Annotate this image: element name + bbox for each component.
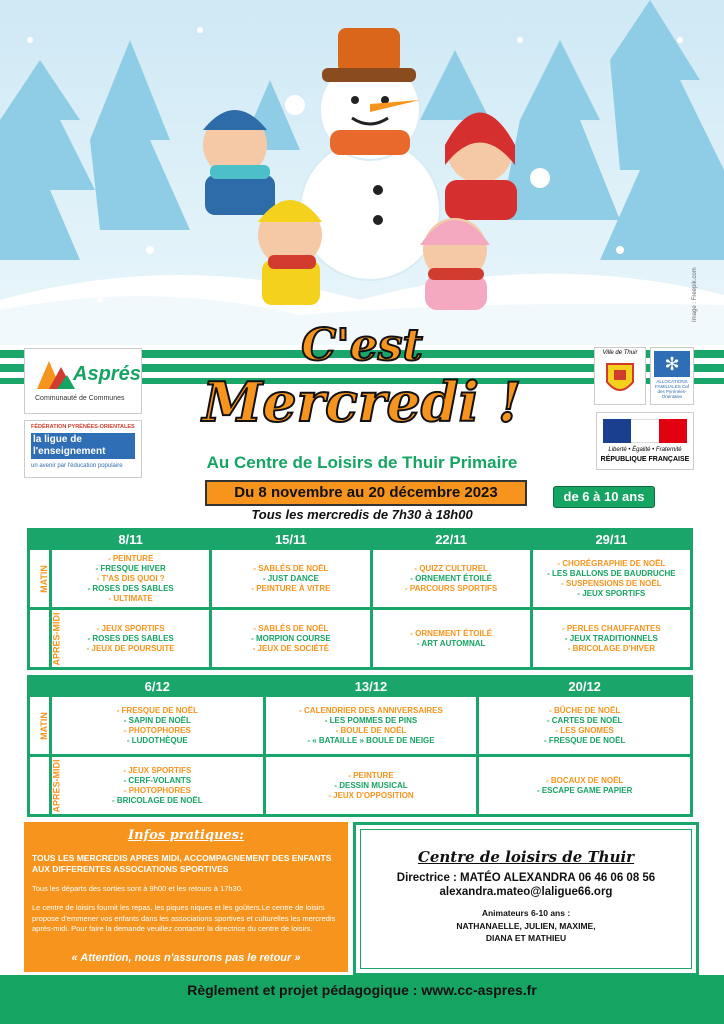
- animators-names: NATHANAELLE, JULIEN, MAXIME, DIANA ET MATHIEU: [456, 921, 596, 943]
- infos-pratiques-panel: [24, 822, 348, 972]
- activity-item: - JEUX SPORTIFS: [577, 588, 646, 598]
- day-header: 15/11: [211, 530, 371, 549]
- header-corner: [29, 677, 51, 696]
- activity-item: - MORPION COURSE: [251, 633, 331, 643]
- activity-item: - ART AUTOMNAL: [416, 638, 486, 648]
- activity-item: - CARTES DE NOËL: [546, 715, 623, 725]
- activity-item: - PEINTURE À VITRE: [251, 583, 331, 593]
- schedule-header-row: [29, 677, 692, 696]
- activity-cell: [51, 609, 211, 669]
- infos-warning: « Attention, nous n'assurons pas le retour »: [71, 952, 301, 964]
- activity-item: - ROSES DES SABLES: [87, 633, 174, 643]
- activity-cell: [371, 609, 531, 669]
- activity-item: - PARCOURS SPORTIFS: [404, 583, 498, 593]
- activity-item: - PHOTOPHORES: [123, 785, 191, 795]
- period-label: [29, 609, 62, 669]
- image-credit: Image : Freepik.com: [692, 267, 698, 322]
- activity-item: - « BATAILLE » BOULE DE NEIGE: [307, 735, 435, 745]
- activity-item: - DESSIN MUSICAL: [334, 780, 408, 790]
- activity-item: - CALENDRIER DES ANNIVERSAIRES: [299, 705, 443, 715]
- opening-hours: Tous les mercredis de 7h30 à 18h00: [251, 507, 473, 522]
- activity-cell: [51, 549, 211, 609]
- activity-item: - JEUX TRADITIONNELS: [564, 633, 658, 643]
- activity-item: - SUSPENSIONS DE NOËL: [561, 578, 662, 588]
- activity-item: - FRESQUE DE NOËL: [116, 705, 198, 715]
- infos-paragraph-departures: Tous les départs des sorties sont à 9h00 et les retours à 17h30.: [32, 884, 243, 893]
- title-mercredi: Mercredi !: [202, 370, 522, 434]
- activity-item: - JUST DANCE: [262, 573, 319, 583]
- activity-item: - ESCAPE GAME PAPIER: [536, 785, 633, 795]
- footer-bar: [0, 975, 724, 1024]
- activity-item: - LES BALLONS DE BAUDRUCHE: [547, 568, 676, 578]
- activity-item: - SABLÉS DE NOËL: [253, 563, 329, 573]
- activity-item: - LUDOTHÈQUE: [126, 735, 188, 745]
- infos-title: Infos pratiques:: [128, 828, 244, 843]
- day-header: 6/12: [51, 677, 265, 696]
- animators-title: Animateurs 6-10 ans :: [481, 908, 571, 918]
- contact-director: Directrice : MATÉO ALEXANDRA 06 46 06 08 56: [396, 872, 656, 884]
- schedule-header-row: [29, 530, 692, 549]
- caf-snowflake-icon: ✻: [654, 351, 690, 377]
- activity-item: - BOULE DE NOËL: [335, 725, 407, 735]
- activity-item: - LES GNOMES: [555, 725, 614, 735]
- activity-item: - BOCAUX DE NOËL: [545, 775, 624, 785]
- activity-item: - SABLÉS DE NOËL: [253, 623, 329, 633]
- activity-cell: [531, 549, 691, 609]
- age-badge: de 6 à 10 ans: [553, 486, 655, 508]
- activity-item: - PEINTURE: [348, 770, 394, 780]
- footer-link[interactable]: Règlement et projet pédagogique : www.cc-aspres.fr: [187, 982, 537, 998]
- activity-cell: [211, 549, 371, 609]
- schedule-row-apres-midi: [29, 756, 692, 816]
- activity-item: - JEUX SPORTIFS: [123, 765, 192, 775]
- activity-item: - ORNEMENT ÉTOILÉ: [410, 573, 492, 583]
- activity-cell: [264, 696, 478, 756]
- day-header: 20/12: [478, 677, 692, 696]
- activity-item: - LES POMMES DE PINS: [324, 715, 418, 725]
- activity-item: - BRICOLAGE D'HIVER: [567, 643, 655, 653]
- activity-item: - SAPIN DE NOËL: [123, 715, 191, 725]
- activity-item: - FRESQUE DE NOËL: [543, 735, 626, 745]
- day-header: 8/11: [51, 530, 211, 549]
- thuir-name: Ville de Thuir: [602, 350, 638, 356]
- activity-item: - ORNEMENT ÉTOILÉ: [410, 628, 492, 638]
- schedule-row-apres-midi: [29, 609, 692, 669]
- activity-cell: [478, 756, 692, 816]
- activity-item: - JEUX DE POURSUITE: [86, 643, 175, 653]
- activity-item: - FRESQUE HIVER: [95, 563, 166, 573]
- title-cest: C'est: [301, 320, 423, 371]
- caf-text: ALLOCATIONS FAMILIALES Caf des Pyrénées-Orientales: [654, 379, 689, 399]
- header-corner: [29, 530, 51, 549]
- activity-cell: [51, 756, 265, 816]
- aspres-tag: Communauté de Communes: [35, 395, 125, 402]
- infos-paragraph-meals: Le centre de loisirs fournit les repas, les piques niques et les goûters.Le centre de loisirs propose d'emmener vos enfants dans les associations sportives et culturelles les mercredis après-midi. Pour faire la demande veuillez contacter la directrice du centre de loisirs.: [32, 903, 336, 933]
- activity-cell: [211, 609, 371, 669]
- activity-item: - JEUX D'OPPOSITION: [328, 790, 414, 800]
- period-label-text: APRÈS-MIDI: [51, 611, 62, 666]
- activity-cell: [371, 549, 531, 609]
- activity-item: - PEINTURE: [107, 553, 154, 563]
- winter-illustration: [0, 0, 724, 345]
- subtitle: Au Centre de Loisirs de Thuir Primaire: [206, 453, 518, 472]
- activity-item: - ROSES DES SABLES: [87, 583, 174, 593]
- activity-cell: [51, 696, 265, 756]
- period-label: [29, 756, 62, 816]
- day-header: 22/11: [371, 530, 531, 549]
- day-header: 29/11: [531, 530, 691, 549]
- activity-item: - BÛCHE DE NOËL: [549, 705, 621, 715]
- schedule-table-december: [27, 675, 693, 817]
- activity-item: - JEUX DE SOCIÉTÉ: [252, 643, 330, 653]
- schedule-row-matin: [29, 549, 692, 609]
- period-label: [29, 696, 51, 756]
- date-range-banner: Du 8 novembre au 20 décembre 2023: [205, 480, 527, 506]
- ligue-federation: FÉDÉRATION PYRÉNÉES-ORIENTALES: [31, 424, 135, 430]
- period-label: [29, 549, 51, 609]
- activity-item: - ULTIMATE: [108, 593, 153, 603]
- ligue-tagline: un avenir par l'éducation populaire: [31, 463, 123, 469]
- schedule-table-november: [27, 528, 693, 670]
- aspres-name: Asprés: [73, 363, 141, 385]
- contact-title: Centre de loisirs de Thuir: [417, 848, 635, 866]
- contact-panel: [353, 822, 699, 976]
- snowman-children-illustration: [0, 0, 724, 345]
- day-header: 13/12: [264, 677, 478, 696]
- activity-item: - CHORÉGRAPHIE DE NOËL: [557, 558, 666, 568]
- infos-paragraph-associations: TOUS LES MERCREDIS APRES MIDI, ACCOMPAGNEMENT DES ENFANTS AUX DIFFERENTES ASSOCIATIONS SPORTIVES: [32, 853, 332, 874]
- period-label-text: MATIN: [38, 564, 49, 593]
- schedule-row-matin: [29, 696, 692, 756]
- activity-item: - QUIZZ CULTUREL: [414, 563, 488, 573]
- period-label-text: MATIN: [38, 711, 49, 740]
- activity-item: - JEUX SPORTIFS: [96, 623, 165, 633]
- ligue-name: la ligue de l'enseignement: [31, 433, 135, 459]
- activity-item: - T'AS DIS QUOI ?: [96, 573, 165, 583]
- rf-name: RÉPUBLIQUE FRANÇAISE: [600, 456, 690, 463]
- activity-item: - BRICOLAGE DE NOËL: [111, 795, 203, 805]
- contact-email[interactable]: alexandra.mateo@laligue66.org: [439, 886, 613, 898]
- activity-item: - PERLES CHAUFFANTES: [562, 623, 661, 633]
- activity-cell: [531, 609, 691, 669]
- activity-item: - CERF-VOLANTS: [123, 775, 192, 785]
- rf-motto: Liberté • Égalité • Fraternité: [608, 447, 682, 453]
- period-label-text: APRÈS-MIDI: [51, 758, 62, 813]
- activity-item: - PHOTOPHORES: [123, 725, 191, 735]
- activity-cell: [264, 756, 478, 816]
- activity-cell: [478, 696, 692, 756]
